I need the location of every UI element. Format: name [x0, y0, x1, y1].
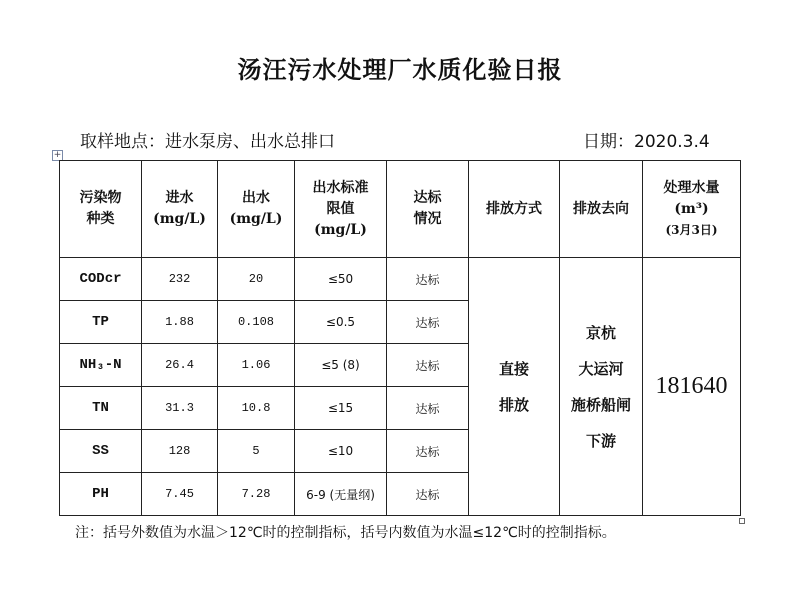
- header-discharge-method: 排放方式: [469, 161, 560, 258]
- inflow-cell: 31.3: [142, 387, 218, 430]
- limit-cell: ≤15: [295, 387, 387, 430]
- status-cell: 达标: [387, 301, 469, 344]
- pollutant-cell: TP: [60, 301, 142, 344]
- report-date: 日期：2020.3.4: [583, 132, 710, 152]
- outflow-cell: 20: [218, 258, 295, 301]
- limit-cell: ≤0.5: [295, 301, 387, 344]
- status-cell: 达标: [387, 344, 469, 387]
- pollutant-cell: CODcr: [60, 258, 142, 301]
- header-pollutant: 污染物 种类: [60, 161, 142, 258]
- outflow-cell: 0.108: [218, 301, 295, 344]
- status-cell: 达标: [387, 473, 469, 516]
- inflow-cell: 26.4: [142, 344, 218, 387]
- inflow-cell: 7.45: [142, 473, 218, 516]
- limit-cell: 6-9 (无量纲): [295, 473, 387, 516]
- footnote: 注：括号外数值为水温＞12℃时的控制指标，括号内数值为水温≤12℃时的控制指标。: [75, 525, 616, 541]
- header-outflow: 出水 (mg/L): [218, 161, 295, 258]
- report-title: 汤汪污水处理厂水质化验日报: [237, 56, 563, 84]
- discharge-method-cell: 直接 排放: [469, 258, 560, 516]
- sampling-location: 取样地点：进水泵房、出水总排口: [80, 132, 335, 152]
- limit-cell: ≤5 (8): [295, 344, 387, 387]
- table-header-row: [60, 161, 741, 258]
- outflow-cell: 7.28: [218, 473, 295, 516]
- outflow-cell: 10.8: [218, 387, 295, 430]
- table-move-handle-icon[interactable]: +: [53, 150, 62, 160]
- inflow-cell: 128: [142, 430, 218, 473]
- limit-cell: ≤10: [295, 430, 387, 473]
- table-resize-handle[interactable]: [739, 518, 745, 524]
- pollutant-cell: NH₃-N: [60, 344, 142, 387]
- header-status: 达标 情况: [387, 161, 469, 258]
- water-quality-table: [59, 160, 741, 516]
- outflow-cell: 1.06: [218, 344, 295, 387]
- discharge-dest-cell: 京杭 大运河 施桥船闸 下游: [560, 258, 643, 516]
- pollutant-cell: PH: [60, 473, 142, 516]
- header-volume: 处理水量 (m³) (3月3日): [643, 161, 741, 258]
- status-cell: 达标: [387, 430, 469, 473]
- status-cell: 达标: [387, 258, 469, 301]
- inflow-cell: 1.88: [142, 301, 218, 344]
- inflow-cell: 232: [142, 258, 218, 301]
- table-row: [60, 258, 741, 301]
- header-inflow: 进水 (mg/L): [142, 161, 218, 258]
- header-limit: 出水标准 限值 (mg/L): [295, 161, 387, 258]
- pollutant-cell: TN: [60, 387, 142, 430]
- header-discharge-dest: 排放去向: [560, 161, 643, 258]
- status-cell: 达标: [387, 387, 469, 430]
- outflow-cell: 5: [218, 430, 295, 473]
- limit-cell: ≤50: [295, 258, 387, 301]
- treated-volume-cell: 181640: [643, 258, 741, 516]
- pollutant-cell: SS: [60, 430, 142, 473]
